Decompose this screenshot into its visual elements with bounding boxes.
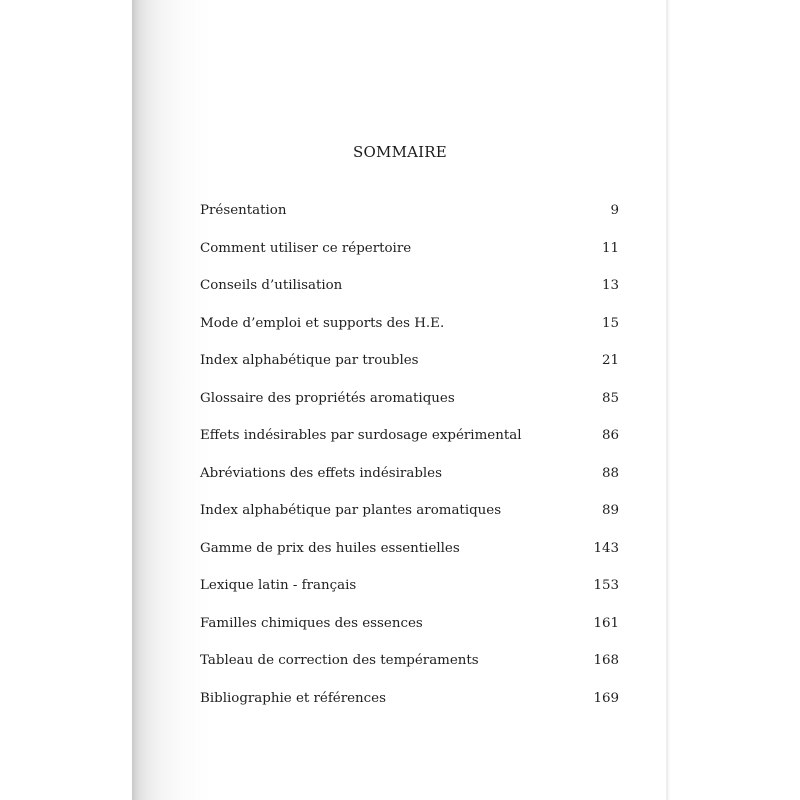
toc-entry-page: 161 [593, 615, 619, 631]
dot-leader [417, 251, 589, 252]
toc-entry-label: Abréviations des effets indésirables [200, 465, 442, 481]
toc-entry-page: 13 [601, 278, 619, 293]
toc-entry-page: 89 [601, 503, 619, 518]
toc-entry-page: 153 [593, 578, 619, 593]
dot-leader [425, 363, 589, 364]
toc-entry-label: Bibliographie et références [200, 690, 386, 706]
toc-entry-label: Conseils d’utilisation [200, 278, 343, 293]
page-title: SOMMAIRE [353, 143, 447, 161]
toc-entry-page: 85 [601, 390, 619, 406]
toc-entry-label: Présentation [200, 203, 287, 218]
toc-entry [200, 316, 619, 354]
toc-entry [200, 578, 619, 616]
dot-leader [485, 663, 589, 664]
toc-entry-label: Index alphabétique par plantes aromatiques [200, 503, 502, 518]
toc-entry [200, 391, 619, 429]
dot-leader [450, 326, 589, 327]
toc-entry [200, 428, 619, 466]
dot-leader [292, 213, 589, 214]
toc-entry-label: Gamme de prix des huiles essentielles [200, 540, 460, 556]
toc-entry-page: 21 [601, 353, 619, 368]
dot-leader [362, 588, 589, 589]
toc-entry-label: Glossaire des propriétés aromatiques [200, 390, 455, 406]
toc-entry-page: 15 [601, 315, 619, 331]
toc-entry-page: 9 [610, 203, 619, 218]
toc-entry-label: Lexique latin - français [200, 578, 357, 593]
toc-entry-page: 11 [601, 240, 619, 256]
toc-entry-page: 169 [593, 690, 619, 706]
book-page [132, 0, 668, 800]
dot-leader [461, 401, 589, 402]
toc-entry [200, 203, 619, 241]
toc-entry [200, 353, 619, 391]
dot-leader [466, 551, 589, 552]
toc-entry [200, 241, 619, 279]
table-of-contents [200, 203, 619, 728]
dot-leader [527, 438, 589, 439]
toc-entry-page: 86 [601, 428, 619, 443]
toc-entry-label: Index alphabétique par troubles [200, 353, 419, 368]
dot-leader [429, 626, 589, 627]
toc-entry-label: Effets indésirables par surdosage expérimental [200, 428, 522, 443]
toc-entry-label: Tableau de correction des tempéraments [200, 653, 479, 668]
toc-entry [200, 691, 619, 729]
toc-entry [200, 653, 619, 691]
toc-entry [200, 541, 619, 579]
toc-entry [200, 616, 619, 654]
dot-leader [392, 701, 589, 702]
toc-entry [200, 503, 619, 541]
toc-entry-label: Comment utiliser ce répertoire [200, 240, 412, 256]
toc-entry-page: 168 [593, 653, 619, 668]
toc-entry-page: 88 [601, 465, 619, 481]
dot-leader [348, 288, 589, 289]
dot-leader [448, 476, 589, 477]
toc-entry [200, 278, 619, 316]
toc-entry-label: Mode d’emploi et supports des H.E. [200, 315, 445, 331]
toc-entry-label: Familles chimiques des essences [200, 615, 423, 631]
toc-entry-page: 143 [593, 540, 619, 556]
toc-entry [200, 466, 619, 504]
dot-leader [507, 513, 589, 514]
